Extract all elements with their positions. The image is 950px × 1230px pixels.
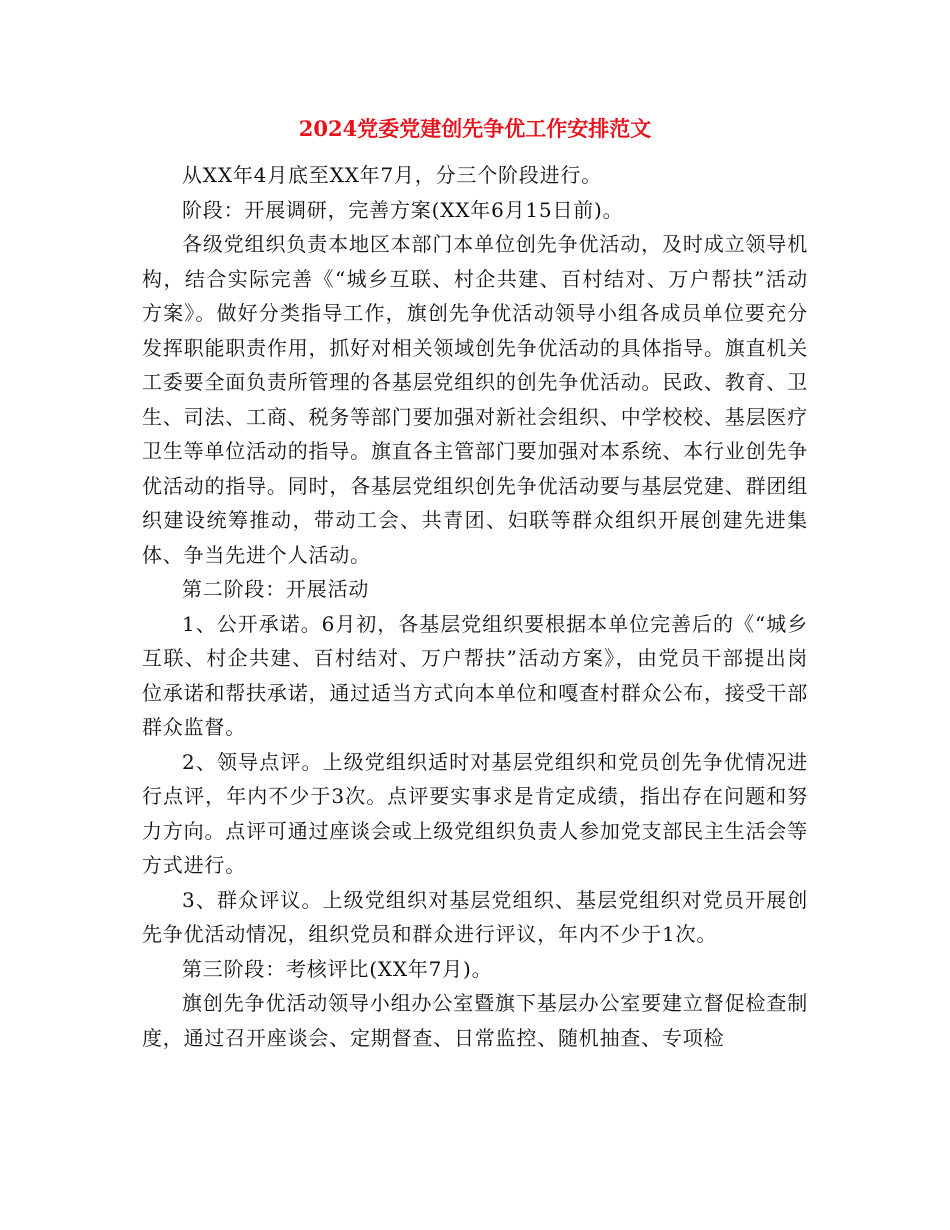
section-heading: 第三阶段：考核评比(XX年7月)。: [182, 956, 493, 981]
paragraph: 各级党组织负责本地区本部门本单位创先争优活动，及时成立领导机构，结合实际完善《“城乡互联、村企共建、百村结对、万户帮扶”活动方案》。做好分类指导工作，旗创先争优活动领导小组各成员单位要充分发挥职能职责作用，抓好对相关领域创先争优活动的具体指导。旗直机关工委要全面负责所管理的各基层党组织的创先争优活动。民政、教育、卫生、司法、工商、税务等部门要加强对新社会组织、中学校校、基层医疗卫生等单位活动的指导。旗直各主管部门要加强对本系统、本行业创先争优活动的指导。同时，各基层党组织创先争优活动要与基层党建、群团组织建设统筹推动，带动工会、共青团、妇联等群众组织开展创建先进集体、争当先进个人活动。: [142, 232, 808, 567]
paragraph: 从XX年4月底至XX年7月，分三个阶段进行。: [182, 163, 603, 187]
paragraph: 阶段：开展调研，完善方案(XX年6月15日前)。: [182, 197, 624, 222]
paragraph: 3、群众评议。上级党组织对基层党组织、基层党组织对党员开展创先争优活动情况，组织党员和群众进行评议，年内不少于1次。: [142, 887, 808, 946]
paragraph: 1、公开承诺。6月初，各基层党组织要根据本单位完善后的《“城乡互联、村企共建、百村结对、万户帮扶”活动方案》，由党员干部提出岗位承诺和帮扶承诺，通过适当方式向本单位和嘎查村群众公布，接受干部群众监督。: [142, 611, 808, 739]
document-title: 2024党委党建创先争优工作安排范文: [298, 116, 652, 141]
document-body: [142, 158, 808, 1055]
section-heading: 第二阶段：开展活动: [182, 577, 370, 601]
paragraph: 2、领导点评。上级党组织适时对基层党组织和党员创先争优情况进行点评，年内不少于3次。点评要实事求是肯定成绩，指出存在问题和努力方向。点评可通过座谈会或上级党组织负责人参加党支部民主生活会等方式进行。: [142, 749, 808, 877]
paragraph: 旗创先争优活动领导小组办公室暨旗下基层办公室要建立督促检查制度，通过召开座谈会、定期督查、日常监控、随机抽查、专项检: [142, 991, 808, 1050]
